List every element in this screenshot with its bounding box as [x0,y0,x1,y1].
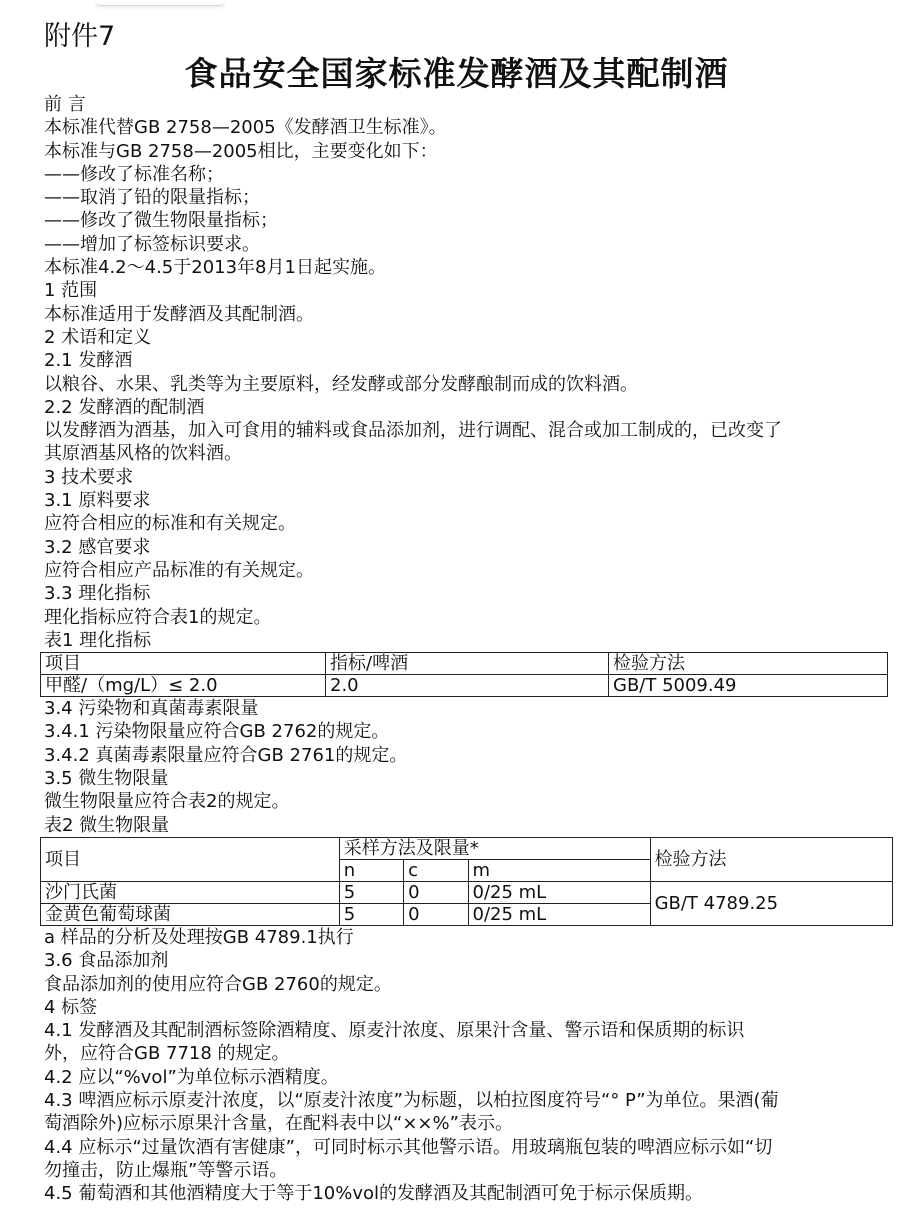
paragraph: 微生物限量应符合表2的规定。 [44,791,290,813]
subsection-heading: 3.5 微生物限量 [44,768,169,790]
table-cell: 甲醛/（mg/L）≤ 2.0 [41,675,326,697]
subsection-heading: 3.3 理化指标 [44,583,151,605]
table-header-cell: c [404,859,468,881]
section-heading: 3 技术要求 [44,466,134,488]
table-cell: 0 [404,881,468,903]
paragraph: 以发酵酒为酒基，加入可食用的辅料或食品添加剂，进行调配、混合或加工制成的，已改变了 [44,420,782,442]
change-item: ——修改了微生物限量指标； [44,210,278,232]
paragraph: 本标准适用于发酵酒及其配制酒。 [44,303,314,325]
document-body [44,93,904,1205]
table-header-cell: n [339,859,403,881]
subsection-heading: 3.1 原料要求 [44,490,151,512]
paragraph: 3.4.2 真菌毒素限量应符合GB 2761的规定。 [44,744,408,766]
section-heading: 4 标签 [44,996,98,1018]
attachment-label: 附件7 [44,21,116,52]
table-header-cell: 采样方法及限量* [339,837,650,859]
table-header-cell: 项目 [41,837,340,881]
paragraph: 萄酒除外)应标示原果汁含量，在配料表中以“××%”表示。 [44,1113,513,1135]
paragraph: 以粮谷、水果、乳类等为主要原料，经发酵或部分发酵酿制而成的饮料酒。 [44,373,638,395]
table-header-cell: m [468,859,650,881]
table-header-row [41,837,893,859]
subsection-heading: 2.1 发酵酒 [44,350,133,372]
table-header-cell: 检验方法 [650,837,892,881]
paragraph: 本标准代替GB 2758—2005《发酵酒卫生标准》。 [44,117,447,139]
section-heading: 2 术语和定义 [44,326,152,348]
subsection-heading: 3.6 食品添加剂 [44,950,169,972]
table-physicochemical [40,652,888,697]
subsection-heading: 2.2 发酵酒的配制酒 [44,396,205,418]
change-item: ——修改了标准名称； [44,163,224,185]
paragraph: 理化指标应符合表1的规定。 [44,606,272,628]
table-caption: 表2 微生物限量 [44,814,170,836]
subsection-heading: 3.2 感官要求 [44,536,151,558]
paragraph: 应符合相应产品标准的有关规定。 [44,559,314,581]
paragraph: 3.4.1 污染物限量应符合GB 2762的规定。 [44,721,390,743]
paragraph: 外，应符合GB 7718 的规定。 [44,1043,290,1065]
table-footnote: a 样品的分析及处理按GB 4789.1执行 [44,926,354,948]
table-cell: 金黄色葡萄球菌 [41,903,340,925]
table-microbial-limits [40,837,893,926]
preface-heading: 前 言 [44,94,86,115]
document-title: 食品安全国家标准发酵酒及其配制酒 [184,54,729,93]
subsection-heading: 3.4 污染物和真菌毒素限量 [44,698,259,720]
table-cell: 2.0 [326,675,609,697]
paragraph: 4.5 葡萄酒和其他酒精度大于等于10%vol的发酵酒及其配制酒可免于标示保质期。 [44,1183,704,1205]
paragraph: 本标准与GB 2758—2005相比，主要变化如下： [44,140,438,162]
paragraph: 4.3 啤酒应标示原麦汁浓度，以“原麦汁浓度”为标题，以柏拉图度符号“° P”为单位。果酒(葡 [44,1089,779,1111]
section-heading: 1 范围 [44,280,98,302]
paragraph: 应符合相应的标准和有关规定。 [44,513,296,535]
table-header-cell: 指标/啤酒 [326,653,609,675]
table-cell: 0/25 mL [468,903,650,925]
table-header-cell: 项目 [41,653,326,675]
table-cell: 沙门氏菌 [41,881,340,903]
table-row [41,675,888,697]
paragraph: 食品添加剂的使用应符合GB 2760的规定。 [44,973,392,995]
paragraph: 4.2 应以“%vol”为单位标示酒精度。 [44,1066,339,1088]
table-row [41,881,893,903]
table-cell: 0/25 mL [468,881,650,903]
top-edge-shadow [95,0,225,6]
table-header-cell: 检验方法 [609,653,888,675]
table-cell: 5 [339,903,403,925]
paragraph: 本标准4.2～4.5于2013年8月1日起实施。 [44,257,386,279]
paragraph: 勿撞击，防止爆瓶”等警示语。 [44,1159,288,1181]
table-caption: 表1 理化指标 [44,629,152,651]
paragraph: 其原酒基风格的饮料酒。 [44,443,242,465]
table-header-row [41,653,888,675]
change-item: ——增加了标签标识要求。 [44,233,260,255]
table-cell: 5 [339,881,403,903]
table-cell: GB/T 4789.25 [650,881,892,925]
paragraph: 4.1 发酵酒及其配制酒标签除酒精度、原麦汁浓度、原果汁含量、警示语和保质期的标识 [44,1020,745,1042]
change-item: ——取消了铅的限量指标； [44,187,260,209]
table-cell: GB/T 5009.49 [609,675,888,697]
table-cell: 0 [404,903,468,925]
paragraph: 4.4 应标示“过量饮酒有害健康”，可同时标示其他警示语。用玻璃瓶包装的啤酒应标示如“切 [44,1136,773,1158]
